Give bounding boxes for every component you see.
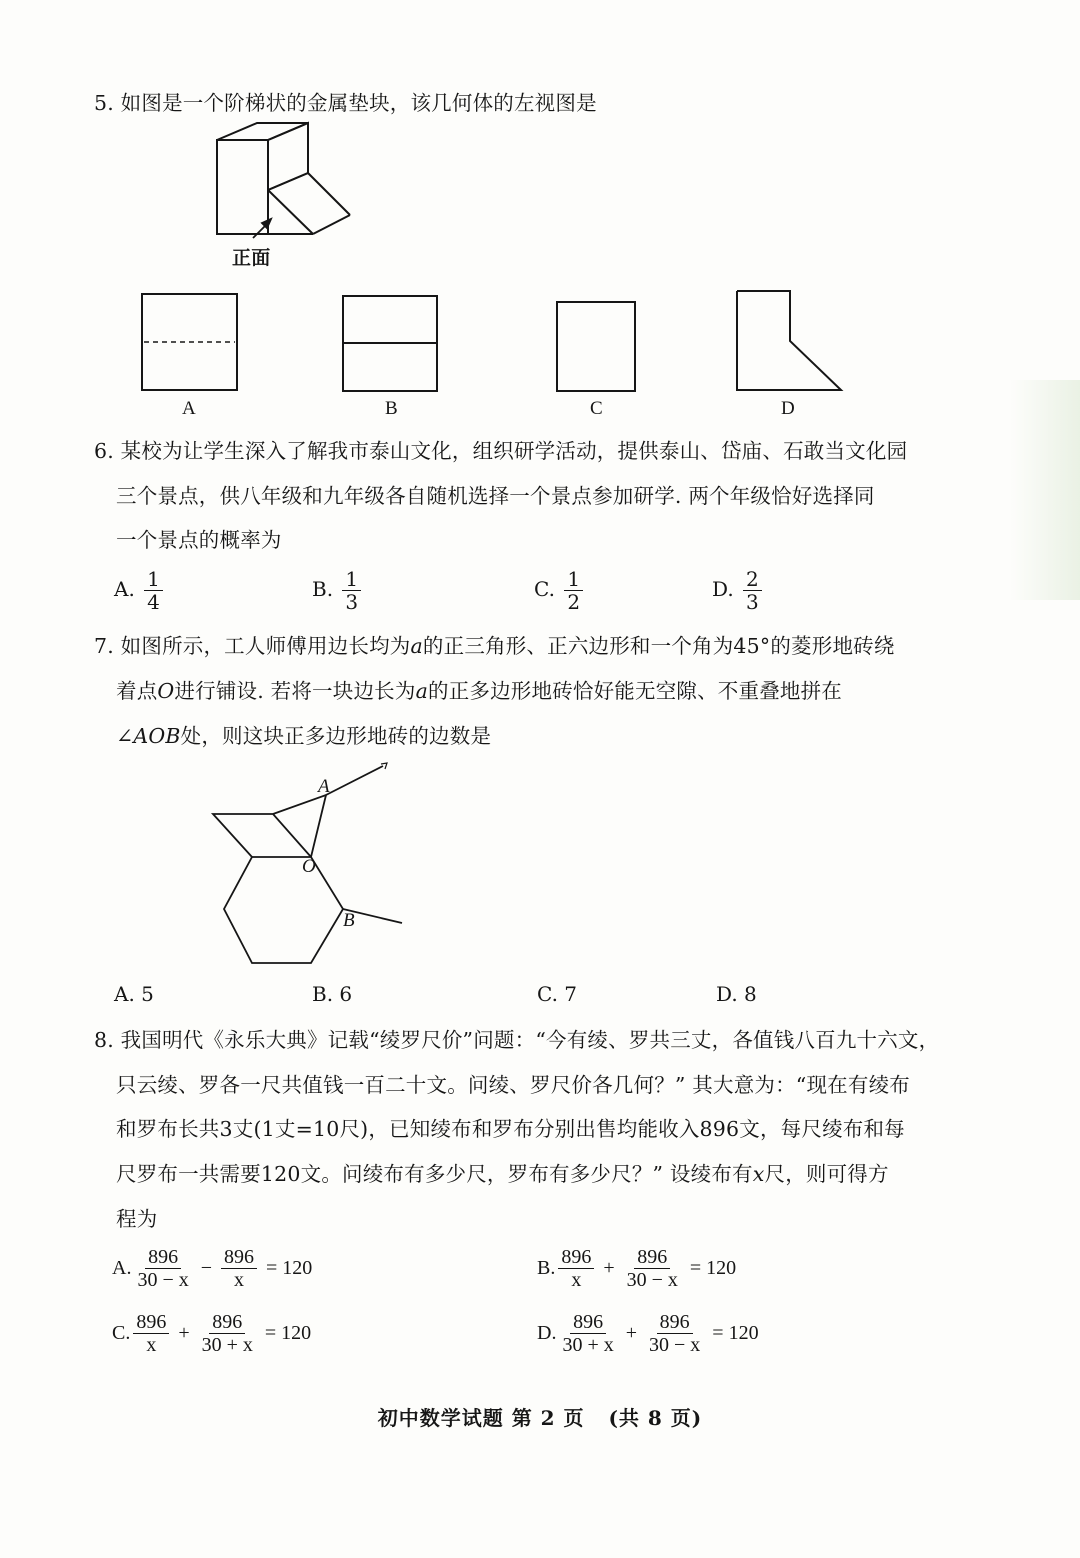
q7-point-o: O <box>302 856 316 877</box>
q5-option-a-label: A <box>182 398 196 419</box>
q6-option-b-fraction <box>342 568 361 613</box>
q8-option-b-letter: B. <box>537 1257 556 1279</box>
q8-option-a-letter: A. <box>112 1257 132 1279</box>
q6-line-1: 6. 某校为让学生深入了解我市泰山文化，组织研学活动，提供泰山、岱庙、石敢当文化园 <box>94 439 908 463</box>
q6-option-d-num: 2 <box>743 568 762 591</box>
q7-angle: ∠AOB <box>116 724 181 748</box>
q7-var-o: O <box>157 679 175 703</box>
q8-option-b-frac-1 <box>558 1246 594 1291</box>
q6-line-3: 一个景点的概率为 <box>116 528 282 552</box>
q8-option-d-frac-2 <box>646 1311 703 1356</box>
q7-line-2c: 的正多边形地砖恰好能无空隙、不重叠地拼在 <box>428 679 842 703</box>
q6-option-b-letter: B. <box>312 577 334 601</box>
q8-option-a <box>112 1246 318 1291</box>
q8-option-d-rhs: = 120 <box>712 1322 759 1344</box>
q6-option-d-letter: D. <box>712 577 734 601</box>
q7-point-a: A <box>318 776 330 797</box>
q8-option-a-frac-1 <box>134 1246 191 1291</box>
q8-option-c-n1: 896 <box>133 1311 169 1334</box>
q6-option-d-fraction <box>743 568 762 613</box>
q6-option-a-fraction <box>144 568 163 613</box>
q8-option-b-n2: 896 <box>634 1246 670 1269</box>
q8-option-b-rhs: = 120 <box>689 1257 737 1279</box>
q7-option-a: A. 5 <box>114 982 154 1006</box>
q7-line-3-text: 处，则这块正多边形地砖的边数是 <box>180 724 492 748</box>
q8-option-c-d1: x <box>146 1334 157 1356</box>
q7-line-2a: 着点 <box>116 679 158 703</box>
ray-oa <box>326 766 383 795</box>
triangle <box>273 795 326 857</box>
q8-option-a-frac-2 <box>221 1246 257 1291</box>
q8-option-c-n2: 896 <box>209 1311 245 1334</box>
q8-var-x: x <box>752 1162 765 1186</box>
q6-option-c-num: 1 <box>564 568 583 591</box>
q8-option-b-d1: x <box>571 1269 582 1291</box>
q7-option-b: B. 6 <box>312 982 353 1006</box>
q8-option-d-op: + <box>625 1322 638 1344</box>
q8-line-4-text: 尺罗布一共需要120文。问绫布有多少尺，罗布有多少尺？” 设绫布有 <box>116 1162 753 1186</box>
q5-option-c-figure <box>555 300 639 394</box>
q8-option-d-n1: 896 <box>570 1311 606 1334</box>
q6-option-d-den: 3 <box>746 590 759 614</box>
q8-line-1: 8. 我国明代《永乐大典》记载“绫罗尺价”问题：“今有绫、罗共三丈，各值钱八百九十六文， <box>94 1028 940 1052</box>
page-footer <box>0 1402 1080 1431</box>
q6-option-c-fraction <box>564 568 583 613</box>
q8-line-4-tail: 尺，则可得方 <box>764 1162 889 1186</box>
q8-option-b-op: + <box>603 1257 615 1279</box>
front-label: 正面 <box>232 247 271 269</box>
q8-option-a-rhs: = 120 <box>266 1257 313 1279</box>
solid-side-face <box>268 123 308 190</box>
q7-line-3 <box>116 723 491 749</box>
q7-var-a: a <box>410 634 423 658</box>
footer-subject: 初中数学试题 <box>377 1406 504 1430</box>
q5-option-c-label: C <box>590 398 603 419</box>
q6-line-2: 三个景点，供八年级和九年级各自随机选择一个景点参加研学. 两个年级恰好选择同 <box>116 484 875 508</box>
q7-line-2 <box>116 678 842 704</box>
q5-option-b-label: B <box>385 398 398 419</box>
q8-line-2: 只云绫、罗各一尺共值钱一百二十文。问绫、罗尺价各几何？” 其大意为：“现在有绫布 <box>116 1073 910 1097</box>
q6-option-a-num: 1 <box>144 568 163 591</box>
q8-option-b-n1: 896 <box>558 1246 594 1269</box>
q8-option-d <box>537 1311 765 1356</box>
q6-option-c-letter: C. <box>534 577 555 601</box>
q7-line-1 <box>94 633 895 659</box>
q7-line-1b: 的正三角形、正六边形和一个角为45°的菱形地砖绕 <box>422 634 895 658</box>
q8-option-d-d1: 30 + x <box>562 1334 614 1356</box>
q8-option-c-frac-2 <box>199 1311 256 1356</box>
q8-option-d-letter: D. <box>537 1322 557 1344</box>
q8-option-b-frac-2 <box>624 1246 681 1291</box>
q5-option-d-figure <box>735 289 847 393</box>
q5-option-a-figure <box>140 292 240 392</box>
q8-option-b <box>537 1246 742 1291</box>
footer-page: 第 2 页 <box>511 1406 585 1430</box>
q8-option-a-n1: 896 <box>145 1246 181 1269</box>
solid-front-face <box>217 140 268 234</box>
q8-option-c-letter: C. <box>112 1322 131 1344</box>
footer-total: (共 8 页) <box>608 1406 703 1430</box>
q6-option-a <box>114 568 166 613</box>
q7-var-a-2: a <box>415 679 428 703</box>
q8-line-3: 和罗布长共3丈(1丈=10尺)，已知绫布和罗布分别出售均能收入896文，每尺绫布和每 <box>116 1117 905 1141</box>
q6-option-c-den: 2 <box>567 590 581 614</box>
q6-option-c <box>534 568 586 613</box>
q7-point-b: B <box>343 910 355 931</box>
q5-option-d-label: D <box>781 398 795 419</box>
q8-option-a-n2: 896 <box>221 1246 257 1269</box>
q8-option-a-op: − <box>200 1257 213 1279</box>
q8-option-d-frac-1 <box>559 1311 616 1356</box>
q8-option-d-n2: 896 <box>657 1311 693 1334</box>
hexagon <box>224 857 343 963</box>
q6-option-d <box>712 568 765 613</box>
solid-top-face <box>217 123 308 140</box>
q8-option-d-d2: 30 − x <box>649 1334 701 1356</box>
q7-option-d: D. 8 <box>716 982 757 1006</box>
q8-option-c-rhs: = 120 <box>264 1322 312 1344</box>
q6-option-a-letter: A. <box>114 577 135 601</box>
q6-option-b-num: 1 <box>342 568 361 591</box>
q6-option-b-den: 3 <box>345 590 359 614</box>
q6-option-b <box>312 568 364 613</box>
q8-option-c-frac-1 <box>133 1311 169 1356</box>
q5-option-b-figure <box>341 294 441 394</box>
q8-option-a-d1: 30 − x <box>137 1269 189 1291</box>
q7-line-1a: 7. 如图所示，工人师傅用边长均为 <box>94 634 411 658</box>
q7-option-c: C. 7 <box>537 982 578 1006</box>
scan-shadow <box>1010 380 1080 600</box>
q8-line-4 <box>116 1161 889 1187</box>
q7-line-2b: 进行铺设. 若将一块边长为 <box>174 679 416 703</box>
q6-option-a-den: 4 <box>147 590 160 614</box>
q8-option-c <box>112 1311 317 1356</box>
q8-option-c-op: + <box>178 1322 190 1344</box>
q8-option-a-d2: x <box>234 1269 245 1291</box>
rhombus <box>213 814 311 857</box>
q8-option-b-d2: 30 − x <box>626 1269 678 1291</box>
q5-solid-figure <box>205 118 365 248</box>
q8-option-c-d2: 30 + x <box>201 1334 253 1356</box>
q5-text: 5. 如图是一个阶梯状的金属垫块，该几何体的左视图是 <box>94 91 597 115</box>
q8-line-5: 程为 <box>116 1207 158 1231</box>
